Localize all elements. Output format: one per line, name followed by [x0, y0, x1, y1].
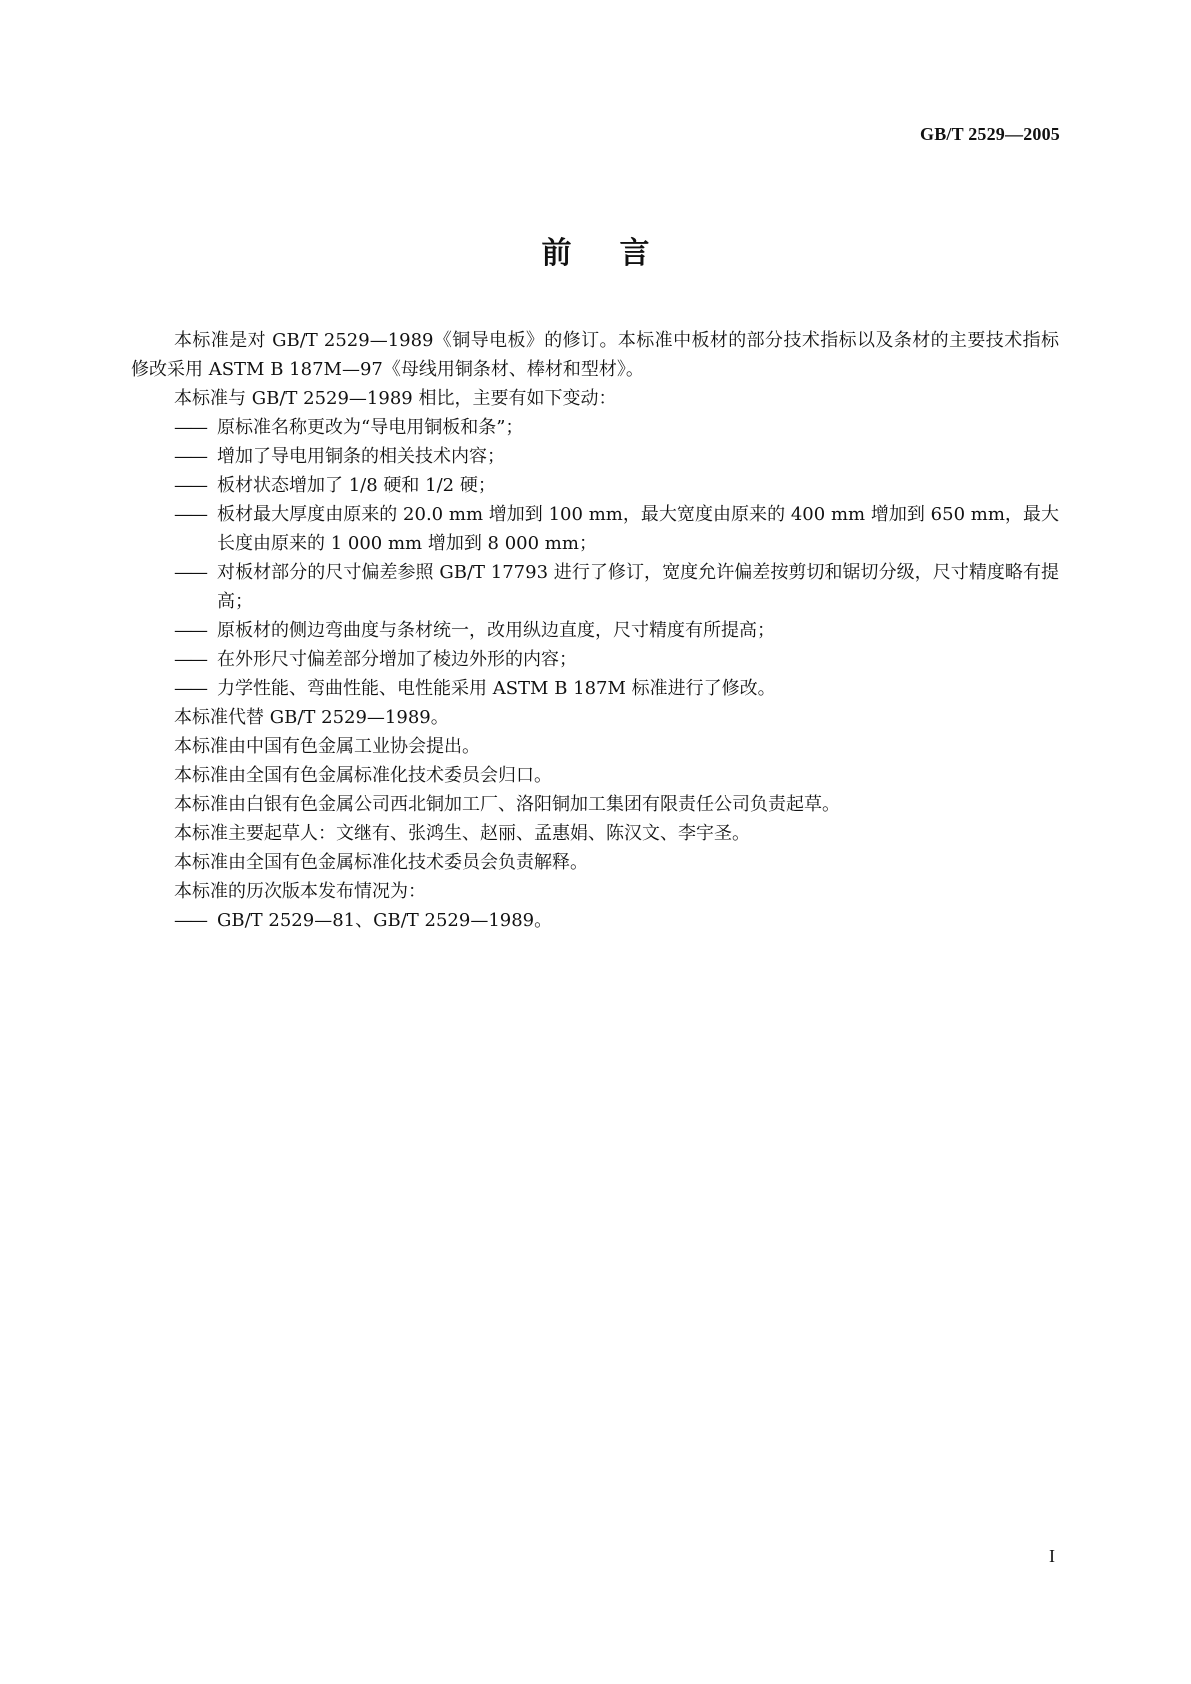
- page-number: I: [1049, 1546, 1055, 1566]
- history-item-text: GB/T 2529—81、GB/T 2529—1989。: [217, 910, 553, 931]
- change-item: [131, 558, 1059, 616]
- change-item-text: 对板材部分的尺寸偏差参照 GB/T 17793 进行了修订，宽度允许偏差按剪切和锯切分级，尺寸精度略有提高；: [217, 562, 1059, 612]
- statement-proposed-by: 本标准由中国有色金属工业协会提出。: [174, 736, 480, 757]
- statement-replaces: 本标准代替 GB/T 2529—1989。: [174, 707, 449, 728]
- statement-interpretation: 本标准由全国有色金属标准化技术委员会负责解释。: [174, 852, 588, 873]
- dash: ——: [174, 910, 206, 931]
- change-item-text: 板材状态增加了 1/8 硬和 1/2 硬；: [217, 475, 496, 496]
- page-title: 前言: [541, 236, 698, 271]
- change-item-text: 增加了导电用铜条的相关技术内容；: [217, 446, 505, 467]
- change-item: [131, 471, 1059, 500]
- change-item: [131, 500, 1059, 558]
- change-item-text: 原标准名称更改为“导电用铜板和条”；: [217, 417, 524, 438]
- change-item: [131, 616, 1059, 645]
- change-item-text: 在外形尺寸偏差部分增加了棱边外形的内容；: [217, 649, 577, 670]
- change-item-text: 力学性能、弯曲性能、电性能采用 ASTM B 187M 标准进行了修改。: [217, 678, 776, 699]
- statement-administered-by: 本标准由全国有色金属标准化技术委员会归口。: [174, 765, 552, 786]
- paragraph-changes-intro: 本标准与 GB/T 2529—1989 相比，主要有如下变动：: [174, 388, 617, 409]
- history-item: [131, 906, 1059, 935]
- statement-drafting-units: 本标准由白银有色金属公司西北铜加工厂、洛阳铜加工集团有限责任公司负责起草。: [174, 794, 840, 815]
- change-item: [131, 442, 1059, 471]
- change-item: [131, 645, 1059, 674]
- statement-history-intro: 本标准的历次版本发布情况为：: [174, 881, 426, 902]
- dash: ——: [174, 649, 206, 670]
- change-item-text: 板材最大厚度由原来的 20.0 mm 增加到 100 mm，最大宽度由原来的 400 mm 增加到 650 mm，最大长度由原来的 1 000 mm 增加到 8 000 mm；: [217, 504, 1059, 554]
- dash: ——: [174, 446, 206, 467]
- change-item: [131, 674, 1059, 703]
- dash: ——: [174, 562, 206, 583]
- dash: ——: [174, 620, 206, 641]
- dash: ——: [174, 417, 206, 438]
- statement-drafters: 本标准主要起草人：文继有、张鸿生、赵丽、孟惠娟、陈汉文、李宇圣。: [174, 823, 750, 844]
- change-item-text: 原板材的侧边弯曲度与条材统一，改用纵边直度，尺寸精度有所提高；: [217, 620, 775, 641]
- foreword-body: [131, 326, 1059, 935]
- change-item: [131, 413, 1059, 442]
- dash: ——: [174, 504, 206, 525]
- standard-number: GB/T 2529—2005: [920, 124, 1060, 144]
- paragraph-revision: 本标准是对 GB/T 2529—1989《铜导电板》的修订。本标准中板材的部分技术指标以及条材的主要技术指标修改采用 ASTM B 187M—97《母线用铜条材、棒材和型材》。: [131, 330, 1059, 380]
- dash: ——: [174, 475, 206, 496]
- dash: ——: [174, 678, 206, 699]
